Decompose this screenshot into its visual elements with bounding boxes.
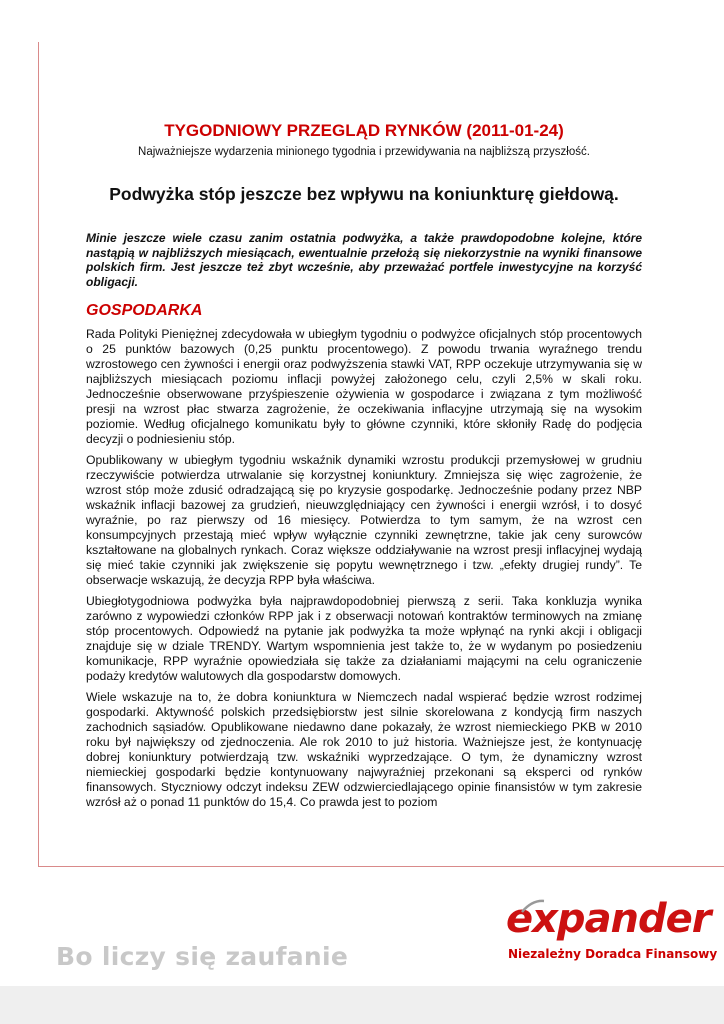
logo-swoosh-icon (520, 898, 546, 916)
paragraph: Ubiegłotygodniowa podwyżka była najprawdopodobniej pierwszą z serii. Taka konkluzja wynika zarówno z wypowiedzi członków RPP jak i z obserwacji notowań kontraktów terminowych na zmianę stóp procentowych. Odpowiedź na pytanie jak podwyżka ta może wpłynąć na rynki akcji i obligacji znajduje się w dziale TRENDY. Wartym wspomnienia jest także to, że w wydanym po posiedzeniu komunikacje, RPP wyraźnie opowiedziała się także za działaniami mającymi na celu ograniczenie podaży kredytów walutowych dla gospodarstw domowych. (86, 594, 642, 683)
footer-slogan: Bo liczy się zaufanie (56, 942, 349, 971)
paragraph: Opublikowany w ubiegłym tygodniu wskaźnik dynamiki wzrostu produkcji przemysłowej w grudniu rzeczywiście potwierdza utrwalanie się korzystnej koniunktury. Zmniejsza się więc zagrożenie, że wzrost stóp może zdusić odradzającą się po kryzysie gospodarkę. Jednocześnie podany przez NBP wskaźnik inflacji bazowej za grudzień, nieuwzględniający cen żywności i energii wzrósł, i to dosyć wyraźnie, po raz pierwszy od 16 miesięcy. Potwierdza to tym samym, że na wzrost cen konsumpcyjnych przestają mieć wpływ wyłącznie czynniki zewnętrzne, takie jak ceny surowców kształtowane na globalnych rynkach. Coraz większe oddziaływanie na wzrost presji inflacyjnej wydają się mieć takie czynniki jak zwiększenie się popytu wewnętrznego i tzw. „efekty drugiej rundy”. Te obserwacje wskazują, że decyzja RPP była właściwa. (86, 453, 642, 587)
article-headline: Podwyżka stóp jeszcze bez wpływu na koniunkturę giełdową. (109, 184, 619, 204)
left-margin-rule (38, 42, 39, 866)
paragraph: Wiele wskazuje na to, że dobra koniunktura w Niemczech nadal wspierać będzie wzrost rodzimej gospodarki. Aktywność polskich przedsiębiorstw jest silnie skorelowana z kondycją firm naszych zachodnich sąsiadów. Opublikowane niedawno dane pokazały, że wzrost niemieckiego PKB w 2010 roku był największy od zjednoczenia. Ale rok 2010 to już historia. Ważniejsze jest, że kontynuację dobrej koniunktury potwierdzają tzw. wskaźniki wyprzedzające. O tym, że dynamiczny wzrost niemieckiej gospodarki będzie kontynuowany najwyraźniej przekonani są eksperci od rynków finansowych. Styczniowy odczyt indeksu ZEW odzwierciedlającego opinie finansistów w tym zakresie wzrósł aż o ponad 11 punktów do 15,4. Co prawda jest to poziom (86, 690, 642, 809)
document-body (86, 120, 642, 836)
report-subtitle: Najważniejsze wydarzenia minionego tygodnia i przewidywania na najbliższą przyszłość. (138, 146, 590, 158)
logo-tagline: Niezależny Doradca Finansowy (508, 947, 718, 961)
logo-wordmark: expander (506, 896, 711, 942)
top-band (0, 0, 724, 42)
section-title-gospodarka: GOSPODARKA (86, 302, 203, 319)
paragraph: Rada Polityki Pieniężnej zdecydowała w ubiegłym tygodniu o podwyżce oficjalnych stóp procentowych o 25 punktów bazowych (0,25 punktu procentowego). Z powodu trwania wyraźnego trendu wzrostowego cen żywności i energii oraz podwyższenia stawki VAT, RPP oczekuje utrzymywania się w najbliższych miesiącach poziomu inflacji powyżej założonego celu, czyli 2,5% w skali roku. Jednocześnie obserwowane przyśpieszenie ożywienia w gospodarce i związana z tym możliwość presji na wzrost płac stwarza zagrożenie, że oczekiwania inflacyjne utrzymają się na wysokim poziomie. Według oficjalnego komunikatu były to główne czynniki, które skłoniły Radę do podjęcia decyzji o podniesieniu stóp. (86, 327, 642, 446)
article-lead: Minie jeszcze wiele czasu zanim ostatnia podwyżka, a także prawdopodobne kolejne, które nastąpią w najbliższych miesiącach, ewentualnie przełożą się niekorzystnie na wyniki finansowe polskich firm. Jest jeszcze też zbyt wcześnie, aby przeważać portfele inwestycyjne na korzyść obligacji. (86, 231, 642, 289)
report-title: TYGODNIOWY PRZEGLĄD RYNKÓW (2011-01-24) (164, 121, 564, 140)
